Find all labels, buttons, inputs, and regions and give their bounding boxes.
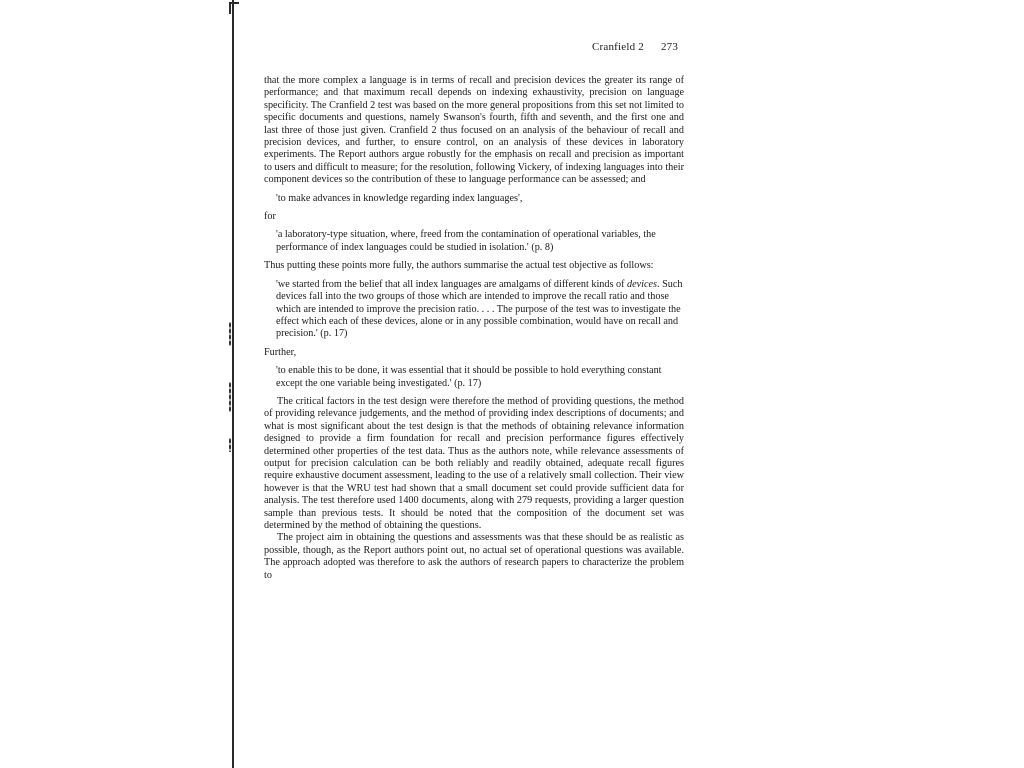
block-quote xyxy=(276,279,684,341)
connector-text: for xyxy=(264,211,276,223)
running-title: Cranfield 2 xyxy=(592,41,644,53)
block-quote: 'a laboratory-type situation, where, freed from the contamination of operational variables, the performance of index languages could be studied in isolation.' (p. 8) xyxy=(276,229,656,253)
paragraph: The critical factors in the test design were therefore the method of providing questions, the method of providing relevance judgements, and the method of providing index descriptions of documents; and what is most significant about the test design is that the methods of obtaining relevance information designed to provide a firm foundation for recall and precision performance figures effectively determined other properties of the test data. Thus as the authors note, while relevance assessments of output for precision calculation can be both reliably and readily obtained, adequate recall figures require exhaustive document assessment, leading to the use of a relatively small collection. Their view however is that the WRU test had shown that a small document set could provide sufficient data for analysis. The test therefore used 1400 documents, along with 279 requests, providing a larger question sample than previous tests. It should be noted that the composition of the document set was determined by the method of obtaining the questions. xyxy=(264,395,684,531)
paragraph: Thus putting these points more fully, the authors summarise the actual test objective as follows: xyxy=(264,260,654,272)
page-body xyxy=(264,75,684,582)
paragraph: that the more complex a language is in terms of recall and precision devices the greater its range of performance; and that maximum recall depends on indexing exhaustivity, precision on language specificity. The Cranfield 2 test was based on the more general propositions from this set not limited to specific documents and questions, namely Swanson's fourth, fifth and seventh, and the first one and last three of those just given. Cranfield 2 thus focused on an analysis of the behaviour of recall and precision devices, and further, to ensure control, on an analysis of these devices in laboratory experiments. The Report authors argue robustly for the emphasis on recall and precision as important to users and difficult to measure; for the resolution, following Vickery, of indexing languages into their component devices so the contribution of these to language performance can be assessed; and xyxy=(264,75,684,186)
margin-dots xyxy=(229,438,231,452)
quote-text: . Such devices fall into the two groups of those which are intended to improve the recall ratio and those which are intended to improve the precision ratio. . . . The purpose of the test was to investigate the effect which each of these devices, alone or in any possible combination, would have on recall and precision.' (p. 17) xyxy=(276,278,683,340)
emphasized-word: devices xyxy=(627,278,657,290)
block-quote: 'to make advances in knowledge regarding index languages', xyxy=(276,192,523,204)
connector-text: Further, xyxy=(264,346,297,358)
quote-text: 'we started from the belief that all index languages are amalgams of different kinds of xyxy=(276,278,628,290)
block-quote: 'to enable this to be done, it was essential that it should be possible to hold everything constant except the one variable being investigated.' (p. 17) xyxy=(276,365,662,389)
paragraph: The project aim in obtaining the questions and assessments was that these should be as realistic as possible, though, as the Report authors point out, no actual set of operational questions was available. The approach adopted was therefore to ask the authors of research papers to characterize the problem to xyxy=(264,532,684,581)
running-header xyxy=(592,41,678,53)
page-number: 273 xyxy=(660,41,679,53)
page-binding-line xyxy=(232,0,234,768)
margin-dots xyxy=(229,382,231,412)
margin-dots xyxy=(229,322,231,346)
binding-corner-mark xyxy=(229,2,239,14)
